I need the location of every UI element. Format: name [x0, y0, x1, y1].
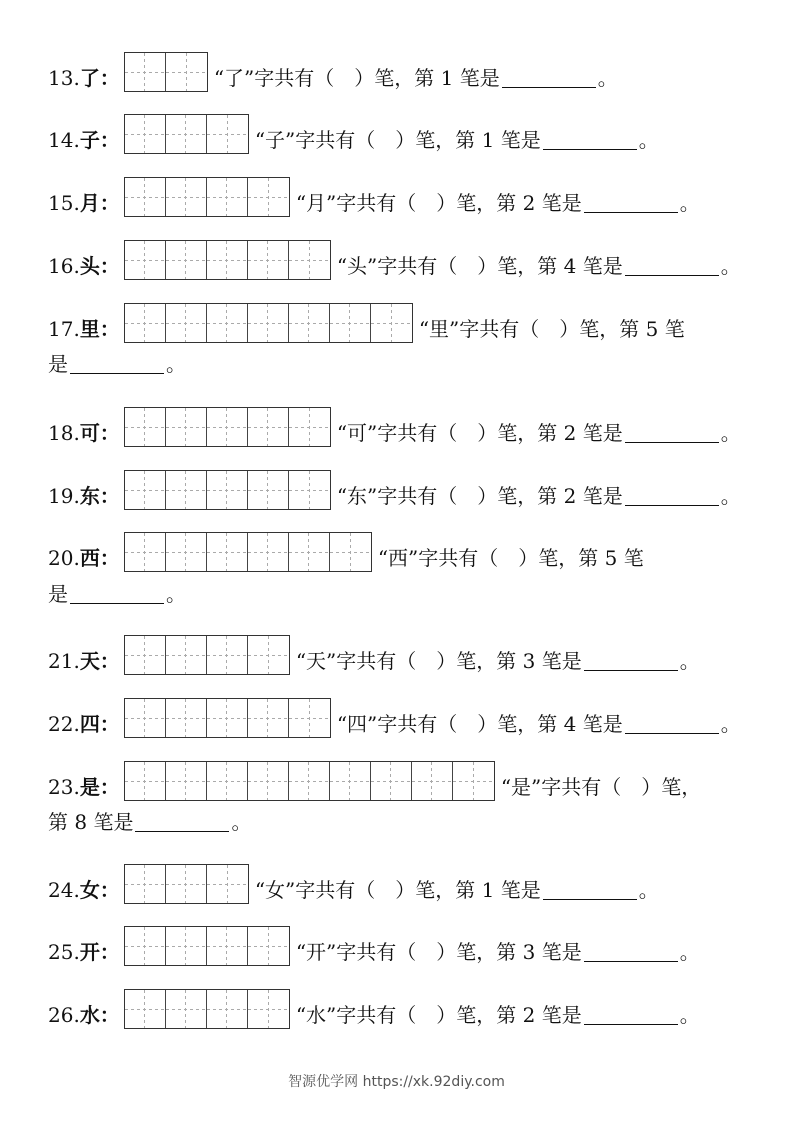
question-character: 东：: [79, 484, 120, 508]
grid-cell[interactable]: [166, 865, 207, 903]
continuation-text: 是: [48, 582, 68, 606]
grid-cell[interactable]: [207, 865, 248, 903]
grid-cell[interactable]: [289, 762, 330, 800]
question-character: 头：: [79, 254, 120, 278]
question-character: 水：: [79, 1003, 120, 1027]
question-text: “天”字共有（ ）笔，第 3 笔是: [295, 649, 582, 673]
question-number: 23.: [48, 775, 80, 799]
question-19: [48, 476, 741, 516]
grid-cell[interactable]: [125, 115, 166, 153]
grid-cell[interactable]: [289, 533, 330, 571]
question-character: 女：: [79, 878, 120, 902]
question-22: [48, 704, 741, 744]
question-23: [48, 767, 701, 807]
grid-cell[interactable]: [125, 241, 166, 279]
grid-cell[interactable]: [166, 115, 207, 153]
period: 。: [679, 191, 700, 215]
question-number: 18.: [48, 421, 80, 445]
answer-blank[interactable]: [543, 131, 637, 150]
question-text: “女”字共有（ ）笔，第 1 笔是: [254, 878, 541, 902]
question-15: [48, 183, 700, 223]
question-text: “里”字共有（ ）笔，第 5 笔: [418, 317, 685, 341]
answer-blank[interactable]: [584, 194, 678, 213]
grid-cell[interactable]: [207, 636, 248, 674]
grid-cell[interactable]: [289, 304, 330, 342]
grid-cell[interactable]: [371, 762, 412, 800]
grid-cell[interactable]: [166, 178, 207, 216]
writing-grid[interactable]: [124, 177, 290, 217]
answer-blank[interactable]: [70, 585, 164, 604]
question-number: 26.: [48, 1003, 80, 1027]
grid-cell[interactable]: [166, 304, 207, 342]
grid-cell[interactable]: [207, 990, 248, 1028]
grid-cell[interactable]: [166, 53, 207, 91]
question-number: 24.: [48, 878, 80, 902]
grid-cell[interactable]: [248, 533, 289, 571]
grid-cell[interactable]: [330, 533, 371, 571]
grid-cell[interactable]: [248, 699, 289, 737]
answer-blank[interactable]: [70, 355, 164, 374]
grid-cell[interactable]: [412, 762, 453, 800]
question-21: [48, 641, 700, 681]
grid-cell[interactable]: [207, 115, 248, 153]
period: 。: [638, 128, 659, 152]
grid-cell[interactable]: [207, 927, 248, 965]
answer-blank[interactable]: [584, 943, 678, 962]
answer-blank[interactable]: [584, 652, 678, 671]
grid-cell[interactable]: [166, 408, 207, 446]
question-text: “四”字共有（ ）笔，第 4 笔是: [336, 712, 623, 736]
grid-cell[interactable]: [125, 471, 166, 509]
grid-cell[interactable]: [125, 927, 166, 965]
question-character: 西：: [79, 546, 120, 570]
grid-cell[interactable]: [207, 241, 248, 279]
question-20: [48, 538, 644, 578]
answer-blank[interactable]: [625, 257, 719, 276]
grid-cell[interactable]: [248, 990, 289, 1028]
writing-grid[interactable]: [124, 698, 331, 738]
period: 。: [679, 1003, 700, 1027]
writing-grid[interactable]: [124, 864, 249, 904]
question-text: “了”字共有（ ）笔，第 1 笔是: [213, 66, 500, 90]
writing-grid[interactable]: [124, 635, 290, 675]
grid-cell[interactable]: [371, 304, 412, 342]
answer-blank[interactable]: [625, 424, 719, 443]
question-number: 19.: [48, 484, 80, 508]
period: 。: [720, 484, 741, 508]
answer-blank[interactable]: [502, 69, 596, 88]
question-text: “开”字共有（ ）笔，第 3 笔是: [295, 940, 582, 964]
question-text: “月”字共有（ ）笔，第 2 笔是: [295, 191, 582, 215]
grid-cell[interactable]: [248, 241, 289, 279]
grid-cell[interactable]: [207, 304, 248, 342]
grid-cell[interactable]: [207, 762, 248, 800]
question-number: 16.: [48, 254, 80, 278]
question-number: 25.: [48, 940, 80, 964]
grid-cell[interactable]: [125, 865, 166, 903]
continuation-text: 第 8 笔是: [48, 810, 134, 834]
grid-cell[interactable]: [125, 699, 166, 737]
question-14: [48, 120, 659, 160]
period: 。: [679, 649, 700, 673]
question-continuation: [48, 810, 251, 834]
period: 。: [166, 582, 186, 606]
grid-cell[interactable]: [166, 241, 207, 279]
question-character: 天：: [79, 649, 120, 673]
grid-cell[interactable]: [166, 471, 207, 509]
question-character: 了：: [79, 66, 120, 90]
question-character: 四：: [79, 712, 120, 736]
writing-grid[interactable]: [124, 303, 413, 343]
grid-cell[interactable]: [166, 636, 207, 674]
grid-cell[interactable]: [166, 990, 207, 1028]
period: 。: [597, 66, 618, 90]
grid-cell[interactable]: [166, 533, 207, 571]
answer-blank[interactable]: [135, 813, 229, 832]
writing-grid[interactable]: [124, 989, 290, 1029]
question-text: “可”字共有（ ）笔，第 2 笔是: [336, 421, 623, 445]
question-17: [48, 309, 685, 349]
writing-grid[interactable]: [124, 532, 372, 572]
grid-cell[interactable]: [289, 471, 330, 509]
grid-cell[interactable]: [125, 178, 166, 216]
grid-cell[interactable]: [166, 699, 207, 737]
question-character: 是：: [79, 775, 120, 799]
question-24: [48, 870, 659, 910]
question-number: 20.: [48, 546, 80, 570]
grid-cell[interactable]: [125, 53, 166, 91]
writing-grid[interactable]: [124, 407, 331, 447]
grid-cell[interactable]: [207, 471, 248, 509]
footer-watermark: 智源优学网 https://xk.92diy.com: [288, 1074, 505, 1090]
writing-grid[interactable]: [124, 240, 331, 280]
grid-cell[interactable]: [289, 408, 330, 446]
question-continuation: [48, 582, 186, 606]
answer-blank[interactable]: [543, 881, 637, 900]
question-number: 21.: [48, 649, 80, 673]
writing-grid[interactable]: [124, 470, 331, 510]
question-25: [48, 932, 700, 972]
grid-cell[interactable]: [330, 762, 371, 800]
answer-blank[interactable]: [625, 487, 719, 506]
question-number: 14.: [48, 128, 80, 152]
grid-cell[interactable]: [125, 408, 166, 446]
question-number: 13.: [48, 66, 80, 90]
grid-cell[interactable]: [248, 927, 289, 965]
writing-grid[interactable]: [124, 114, 249, 154]
question-text: “是”字共有（ ）笔，: [500, 775, 702, 799]
grid-cell[interactable]: [125, 762, 166, 800]
grid-cell[interactable]: [207, 178, 248, 216]
grid-cell[interactable]: [248, 636, 289, 674]
grid-cell[interactable]: [248, 471, 289, 509]
grid-cell[interactable]: [125, 636, 166, 674]
question-16: [48, 246, 741, 286]
writing-grid[interactable]: [124, 761, 495, 801]
question-character: 子：: [79, 128, 120, 152]
grid-cell[interactable]: [248, 762, 289, 800]
answer-blank[interactable]: [625, 715, 719, 734]
grid-cell[interactable]: [453, 762, 494, 800]
period: 。: [720, 421, 741, 445]
grid-cell[interactable]: [207, 699, 248, 737]
grid-cell[interactable]: [207, 408, 248, 446]
period: 。: [720, 712, 741, 736]
question-text: “子”字共有（ ）笔，第 1 笔是: [254, 128, 541, 152]
grid-cell[interactable]: [248, 304, 289, 342]
period: 。: [720, 254, 741, 278]
question-character: 开：: [79, 940, 120, 964]
question-character: 里：: [79, 317, 120, 341]
question-text: “西”字共有（ ）笔，第 5 笔: [377, 546, 644, 570]
grid-cell[interactable]: [289, 699, 330, 737]
grid-cell[interactable]: [125, 990, 166, 1028]
grid-cell[interactable]: [330, 304, 371, 342]
question-18: [48, 413, 741, 453]
period: 。: [638, 878, 659, 902]
writing-grid[interactable]: [124, 52, 208, 92]
question-number: 22.: [48, 712, 80, 736]
question-text: “头”字共有（ ）笔，第 4 笔是: [336, 254, 623, 278]
question-number: 15.: [48, 191, 80, 215]
grid-cell[interactable]: [166, 927, 207, 965]
grid-cell[interactable]: [248, 178, 289, 216]
period: 。: [231, 810, 252, 834]
question-26: [48, 995, 700, 1035]
answer-blank[interactable]: [584, 1006, 678, 1025]
question-text: “东”字共有（ ）笔，第 2 笔是: [336, 484, 623, 508]
period: 。: [679, 940, 700, 964]
question-continuation: [48, 352, 186, 376]
question-13: [48, 58, 618, 98]
question-character: 月：: [79, 191, 120, 215]
continuation-text: 是: [48, 352, 68, 376]
grid-cell[interactable]: [207, 533, 248, 571]
question-character: 可：: [79, 421, 120, 445]
grid-cell[interactable]: [125, 304, 166, 342]
grid-cell[interactable]: [248, 408, 289, 446]
question-number: 17.: [48, 317, 80, 341]
period: 。: [166, 352, 186, 376]
writing-grid[interactable]: [124, 926, 290, 966]
grid-cell[interactable]: [125, 533, 166, 571]
grid-cell[interactable]: [166, 762, 207, 800]
question-text: “水”字共有（ ）笔，第 2 笔是: [295, 1003, 582, 1027]
grid-cell[interactable]: [289, 241, 330, 279]
